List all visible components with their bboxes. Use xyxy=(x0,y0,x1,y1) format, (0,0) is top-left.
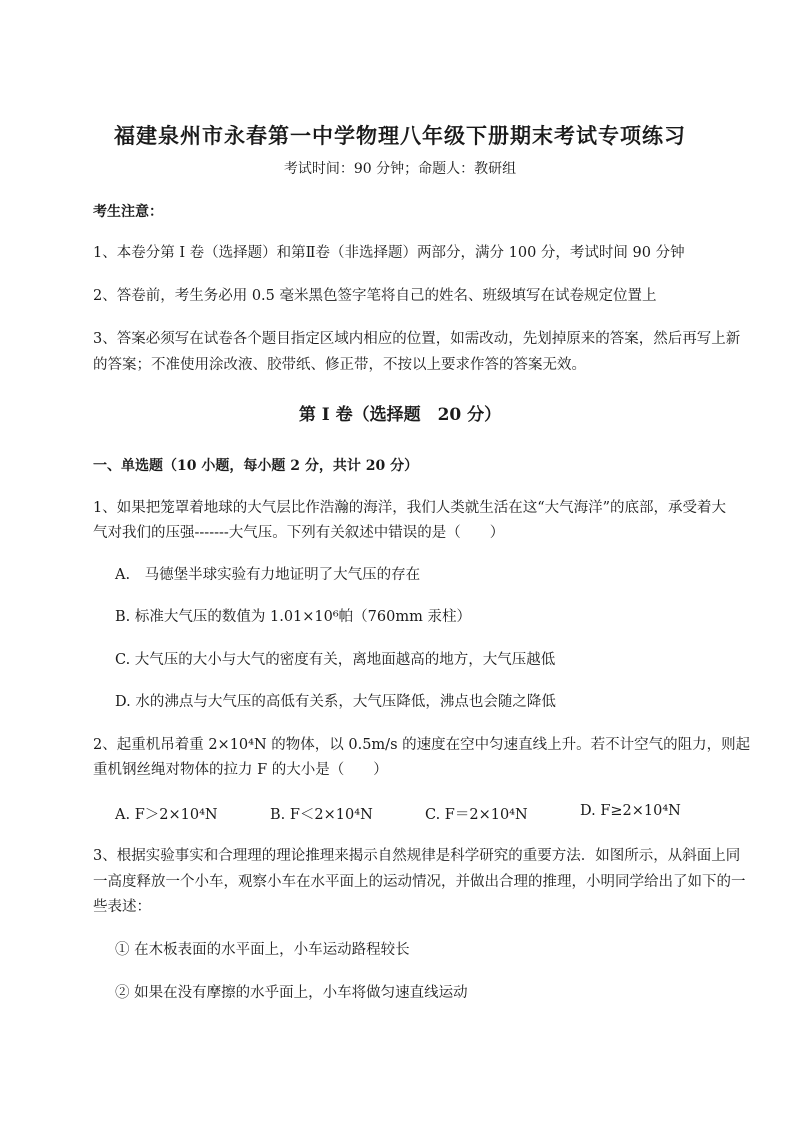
question-1-stem: 1、如果把笼罩着地球的大气层比作浩瀚的海洋，我们人类就生活在这“大气海洋”的底部，承受着大 xyxy=(93,500,727,516)
question-2-option-d: D. F≥2×10⁴N xyxy=(580,803,681,819)
notice-heading: 考生注意： xyxy=(93,204,163,220)
question-2-option-b: B. F＜2×10⁴N xyxy=(270,807,373,823)
question-2-stem: 2、起重机吊着重 2×10⁴N 的物体，以 0.5m/s 的速度在空中匀速直线上升。若不计空气的阻力，则起 xyxy=(93,737,751,753)
question-3-statement: ① 在木板表面的水平面上，小车运动路程较长 xyxy=(115,942,410,958)
notice-item: 2、答卷前，考生务必用 0.5 毫米黑色签字笔将自己的姓名、班级填写在试卷规定位置上 xyxy=(93,288,657,304)
section-title: 第 I 卷（选择题 20 分） xyxy=(298,405,502,425)
question-1-option-a: A. 马德堡半球实验有力地证明了大气压的存在 xyxy=(115,567,421,583)
question-2-option-a: A. F＞2×10⁴N xyxy=(115,807,218,823)
question-3-stem-continued: 一高度释放一个小车，观察小车在水平面上的运动情况，并做出合理的推理，小明同学给出了如下的一 xyxy=(93,874,746,890)
exam-info: 考试时间：90 分钟；命题人：教研组 xyxy=(283,161,517,177)
notice-item: 3、答案必须写在试卷各个题目指定区域内相应的位置，如需改动，先划掉原来的答案，然后再写上新 xyxy=(93,331,741,347)
notice-item: 1、本卷分第 I 卷（选择题）和第Ⅱ卷（非选择题）两部分，满分 100 分，考试时间 90 分钟 xyxy=(93,245,685,261)
question-1-option-c: C. 大气压的大小与大气的密度有关，离地面越高的地方，大气压越低 xyxy=(115,652,556,668)
question-1-stem-continued: 气对我们的压强-------大气压。下列有关叙述中错误的是（ ） xyxy=(93,525,505,541)
page-title: 福建泉州市永春第一中学物理八年级下册期末考试专项练习 xyxy=(114,123,686,148)
notice-item-continued: 的答案；不准使用涂改液、胶带纸、修正带，不按以上要求作答的答案无效。 xyxy=(93,357,586,373)
question-2-stem-continued: 重机钢丝绳对物体的拉力 F 的大小是（ ） xyxy=(93,762,388,778)
question-1-option-b: B. 标准大气压的数值为 1.01×10⁶帕（760mm 汞柱） xyxy=(115,609,471,625)
question-3-stem: 3、根据实验事实和合理理的理论推理来揭示自然规律是科学研究的重要方法．如图所示，从斜面上同 xyxy=(93,848,741,864)
question-3-statement: ② 如果在没有摩擦的水乎面上，小车将做匀速直线运动 xyxy=(115,985,468,1001)
part-heading: 一、单选题（10 小题，每小题 2 分，共计 20 分） xyxy=(93,458,419,474)
question-2-option-c: C. F＝2×10⁴N xyxy=(425,807,528,823)
question-3-stem-continued: 些表述： xyxy=(93,899,151,915)
question-1-option-d: D. 水的沸点与大气压的高低有关系，大气压降低，沸点也会随之降低 xyxy=(115,694,556,710)
question-2-options xyxy=(115,803,715,823)
